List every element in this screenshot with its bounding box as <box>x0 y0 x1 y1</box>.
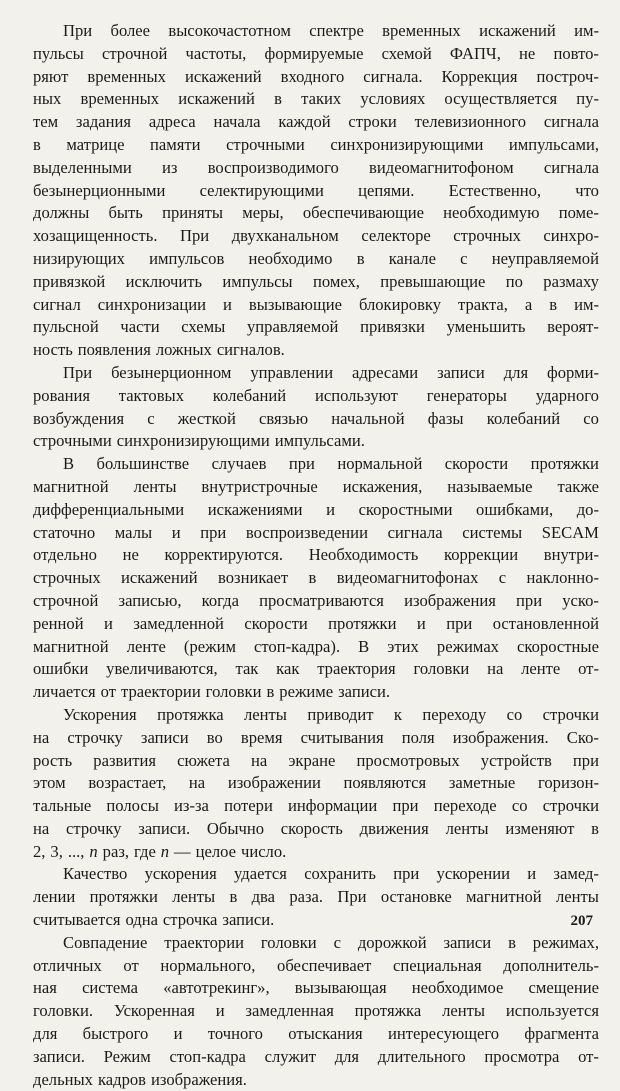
text-line: строчных искажений возникает в видеомагнитофонах с наклонно- <box>33 568 599 588</box>
text-line: сигнал синхронизации и вызывающие блокировку тракта, а в им- <box>33 294 599 314</box>
paragraph <box>33 20 599 362</box>
text-line: выделенными из воспроизводимого видеомагнитофоном сигнала <box>33 157 599 177</box>
text-line: магнитной ленты внутристрочные искажения, называемые также <box>33 476 599 496</box>
text-line: низирующих импульсов необходимо в канале с неуправляемой <box>33 248 599 268</box>
paragraph <box>33 362 599 453</box>
text-line: на строчку записи. Обычно скорость движения ленты изменяют в <box>33 818 599 838</box>
text-line: Качество ускорения удается сохранить при ускорении и замед- <box>63 864 599 884</box>
text-line: для быстрого и точного отыскания интересующего фрагмента <box>33 1024 599 1044</box>
text-line: в матрице памяти строчными синхронизирующими импульсами, <box>33 134 599 154</box>
text-line: лении протяжки ленты в два раза. При остановке магнитной ленты <box>33 887 599 907</box>
text-line: дифференциальными искажениями и скоростными ошибками, до- <box>33 499 599 519</box>
text-line: ных временных искажений в таких условиях осуществляется пу- <box>33 89 599 109</box>
text-line: головки. Ускоренная и замедленная протяжка ленты используется <box>33 1001 599 1021</box>
text-line: Совпадение траектории головки с дорожкой записи в режимах, <box>63 932 599 952</box>
text-line: рования тактовых колебаний используют генераторы ударного <box>33 385 599 405</box>
text-line: ряют временных искажений входного сигнала. Коррекция построч- <box>33 66 599 86</box>
text-line: возбуждения с жесткой связью начальной фазы колебаний со <box>33 408 599 428</box>
text-line: 2, 3, ..., n раз, где n — целое число. <box>33 841 287 861</box>
text-line: строчными синхронизирующими импульсами. <box>33 431 365 451</box>
text-line: В большинстве случаев при нормальной скорости протяжки <box>63 454 599 474</box>
text-line: этом возрастает, на изображении появляются заметные горизон- <box>33 773 599 793</box>
text-line: личается от траектории головки в режиме записи. <box>33 682 390 702</box>
paragraph <box>33 704 599 864</box>
body-text <box>33 20 599 1091</box>
text-line: строчной записью, когда просматриваются изображения при уско- <box>33 590 599 610</box>
text-line: привязкой исключить импульсы помех, превышающие по размаху <box>33 271 599 291</box>
text-line: считывается одна строчка записи. <box>33 910 275 930</box>
text-line: должны быть приняты меры, обеспечивающие необходимую поме- <box>33 203 599 223</box>
text-line: отдельно не корректируются. Необходимость коррекции внутри- <box>33 545 599 565</box>
text-line: отличных от нормального, обеспечивает специальная дополнитель- <box>33 955 599 975</box>
text-line: записи. Режим стоп-кадра служит для длительного просмотра от- <box>33 1046 599 1066</box>
paragraph <box>33 863 599 931</box>
text-line: ная система «автотрекинг», вызывающая необходимое смещение <box>33 978 599 998</box>
page-number: 207 <box>570 913 593 929</box>
text-line: ошибки увеличиваются, так как траектория головки на ленте от- <box>33 659 599 679</box>
text-line: хозащищенность. При двухканальном селекторе строчных синхро- <box>33 226 599 246</box>
text-line: статочно малы и при воспроизведении сигнала системы SECAM <box>33 522 599 542</box>
paragraph <box>33 932 599 1091</box>
text-line: тальные полосы из-за потери информации при переходе со строчки <box>33 796 599 816</box>
text-line: Ускорения протяжка ленты приводит к переходу со строчки <box>63 704 599 724</box>
text-line: При более высокочастотном спектре временных искажений им- <box>63 21 599 40</box>
text-line: пульсной части схемы управляемой привязки уменьшить вероят- <box>33 317 599 337</box>
text-line: магнитной ленте (режим стоп-кадра). В этих режимах скоростные <box>33 636 599 656</box>
text-line: на строчку записи во время считывания поля изображения. Ско- <box>33 727 599 747</box>
text-line: ренной и замедленной скорости протяжки и при остановленной <box>33 613 599 633</box>
text-line: тем задания адреса начала каждой строки телевизионного сигнала <box>33 112 599 132</box>
text-line: безынерционными селектирующими цепями. Естественно, что <box>33 180 599 200</box>
text-line: ность появления ложных сигналов. <box>33 340 285 360</box>
paragraph <box>33 453 599 704</box>
text-line: дельных кадров изображения. <box>33 1069 247 1089</box>
text-line: рость развития сюжета на экране просмотровых устройств при <box>33 750 599 770</box>
text-line: При безынерционном управлении адресами записи для форми- <box>63 362 599 382</box>
text-line: пульсы строчной частоты, формируемые схемой ФАПЧ, не повто- <box>33 43 599 63</box>
